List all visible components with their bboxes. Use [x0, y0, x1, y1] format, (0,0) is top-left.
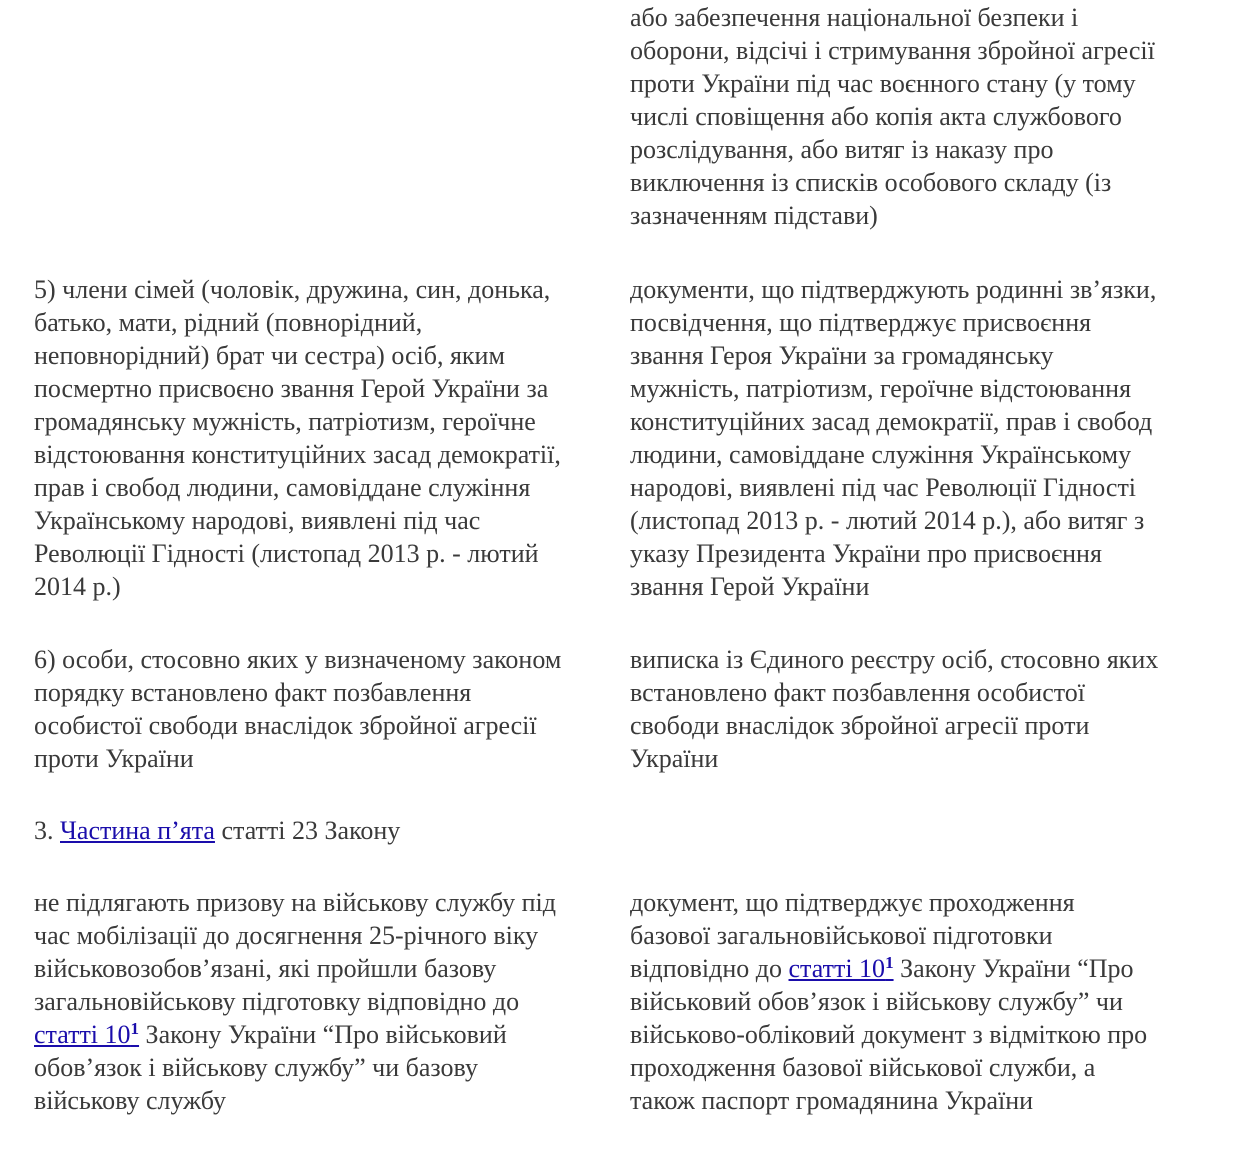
- text-line: встановлено факт позбавлення особистої: [630, 678, 1085, 707]
- text-line: документи, що підтверджують родинні зв’язки,: [630, 275, 1157, 304]
- text-line: неповнорідний) брат чи сестра) осіб, яким: [34, 341, 505, 370]
- text-line: свободи внаслідок збройної агресії проти: [630, 711, 1090, 740]
- text-line: посмертно присвоєно звання Герой України за: [34, 374, 549, 403]
- text-line: обов’язок і військову службу” чи базову: [34, 1053, 478, 1082]
- text-line: (листопад 2013 р. - лютий 2014 р.), або витяг з: [630, 506, 1145, 535]
- text-line: 2014 р.): [34, 572, 121, 601]
- text-line: України: [630, 744, 719, 773]
- text-line: числі сповіщення або копія акта службового: [630, 102, 1122, 131]
- text-line: конституційних засад демократії, прав і свобод: [630, 407, 1153, 436]
- text-before-link: відповідно до: [630, 954, 789, 983]
- article-10-1-link[interactable]: [34, 1020, 139, 1049]
- text-line: або забезпечення національної безпеки і: [630, 3, 1079, 32]
- text-line: звання Герой України: [630, 572, 870, 601]
- text-line: 5) члени сімей (чоловік, дружина, син, донька,: [34, 275, 551, 304]
- text-line: військовозобов’язані, які пройшли базову: [34, 954, 497, 983]
- text-line: посвідчення, що підтверджує присвоєння: [630, 308, 1092, 337]
- link-text: статті 10: [788, 954, 886, 983]
- text-line: зазначенням підстави): [630, 201, 878, 230]
- part-five-link[interactable]: Частина п’ята: [60, 816, 215, 845]
- text-line: порядку встановлено факт позбавлення: [34, 678, 472, 707]
- age-25-category-cell: [34, 886, 624, 1117]
- link-superscript: 1: [885, 953, 894, 972]
- row-6-category-cell: [34, 643, 624, 775]
- text-line-with-link: [630, 952, 1230, 985]
- section-3-heading: [34, 814, 400, 847]
- text-line: батько, мати, рідний (повнорідний,: [34, 308, 423, 337]
- text-line-with-link: [34, 1018, 624, 1051]
- text-line: відстоювання конституційних засад демократії,: [34, 440, 561, 469]
- text-line: загальновійськову підготовку відповідно до: [34, 987, 520, 1016]
- section-heading-rest: статті 23 Закону: [221, 816, 401, 845]
- text-line: проходження базової військової служби, а: [630, 1053, 1096, 1082]
- age-25-documents-cell: [630, 886, 1230, 1117]
- text-after-link: Закону України “Про військовий: [139, 1020, 507, 1049]
- text-line: особистої свободи внаслідок збройної агресії: [34, 711, 537, 740]
- text-line: мужність, патріотизм, героїчне відстоювання: [630, 374, 1132, 403]
- text-after-link: Закону України “Про: [893, 954, 1134, 983]
- link-text: статті 10: [34, 1020, 131, 1049]
- text-line: документ, що підтверджує проходження: [630, 888, 1075, 917]
- text-line: громадянську мужність, патріотизм, героїчне: [34, 407, 536, 436]
- article-10-1-link[interactable]: [789, 954, 894, 983]
- text-line: проти України: [34, 744, 194, 773]
- text-line: звання Героя України за громадянську: [630, 341, 1054, 370]
- previous-row-documents-cell: [630, 1, 1230, 232]
- row-5-category-cell: [34, 273, 624, 603]
- text-line: також паспорт громадянина України: [630, 1086, 1034, 1115]
- text-line: 6) особи, стосовно яких у визначеному законом: [34, 645, 562, 674]
- row-5-documents-cell: [630, 273, 1230, 603]
- text-line: виписка із Єдиного реєстру осіб, стосовно яких: [630, 645, 1159, 674]
- link-superscript: 1: [130, 1019, 140, 1038]
- text-line: час мобілізації до досягнення 25-річного віку: [34, 921, 539, 950]
- text-line: прав і свобод людини, самовіддане служіння: [34, 473, 531, 502]
- text-line: народові, виявлені під час Революції Гідності: [630, 473, 1137, 502]
- row-6-documents-cell: [630, 643, 1230, 775]
- text-line: оборони, відсічі і стримування збройної агресії: [630, 36, 1155, 65]
- text-line: указу Президента України про присвоєння: [630, 539, 1102, 568]
- text-line: розслідування, або витяг із наказу про: [630, 135, 1054, 164]
- text-line: Революції Гідності (листопад 2013 р. - лютий: [34, 539, 539, 568]
- text-line: не підлягають призову на військову службу під: [34, 888, 556, 917]
- text-line: людини, самовіддане служіння Українському: [630, 440, 1132, 469]
- text-line: військово-обліковий документ з відміткою про: [630, 1020, 1148, 1049]
- text-line: виключення із списків особового складу (із: [630, 168, 1112, 197]
- text-line: військову службу: [34, 1086, 227, 1115]
- text-line: військовий обов’язок і військову службу” чи: [630, 987, 1123, 1016]
- text-line: Українському народові, виявлені під час: [34, 506, 481, 535]
- text-line: проти України під час воєнного стану (у тому: [630, 69, 1136, 98]
- text-line: базової загальновійськової підготовки: [630, 921, 1053, 950]
- section-number: 3.: [34, 816, 54, 845]
